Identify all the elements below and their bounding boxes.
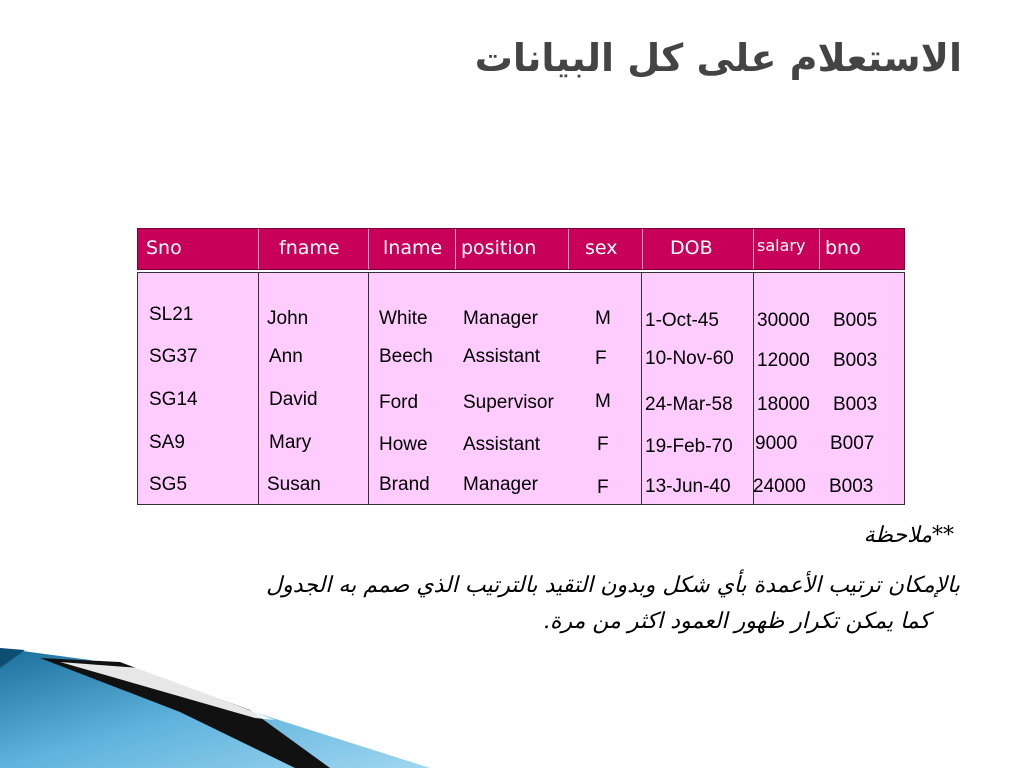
slide-title: الاستعلام على كل البيانات [474, 36, 962, 80]
note-text [60, 568, 960, 640]
cell-fname: Mary [269, 432, 312, 453]
cell-sno: SL21 [149, 304, 194, 325]
cell-bno: B007 [830, 433, 875, 454]
header-position: position [456, 229, 569, 269]
cell-lname: Ford [379, 392, 419, 413]
cell-position: Supervisor [463, 392, 554, 413]
cell-lname: Brand [379, 474, 430, 495]
cell-lname: Beech [379, 346, 433, 367]
cell-dob: 10-Nov-60 [645, 348, 734, 369]
cell-fname: David [269, 389, 318, 410]
cell-dob: 24-Mar-58 [645, 394, 733, 415]
column-divider [258, 273, 259, 504]
cell-lname: Howe [379, 434, 428, 455]
cell-salary: 30000 [757, 310, 810, 331]
cell-dob: 13-Jun-40 [645, 476, 731, 497]
table-header-row [137, 228, 905, 270]
staff-table-body [137, 272, 905, 505]
header-fname: fname [259, 229, 369, 269]
cell-sex: M [595, 391, 611, 412]
cell-salary: 9000 [755, 433, 798, 454]
cell-fname: Ann [269, 346, 303, 367]
cell-position: Manager [463, 308, 538, 329]
column-divider [641, 273, 642, 504]
swoosh-dark-corner [0, 648, 25, 668]
cell-sex: F [595, 348, 607, 369]
cell-bno: B005 [833, 310, 878, 331]
cell-dob: 19-Feb-70 [645, 436, 733, 457]
swoosh-white-highlight [60, 662, 275, 720]
cell-sno: SA9 [149, 432, 185, 453]
header-dob: DOB [643, 229, 754, 269]
header-sex: sex [569, 229, 643, 269]
cell-sex: F [597, 477, 609, 498]
cell-lname: White [379, 308, 428, 329]
cell-salary: 12000 [757, 350, 810, 371]
cell-position: Manager [463, 474, 538, 495]
cell-sex: M [595, 308, 611, 329]
cell-fname: John [267, 308, 309, 329]
cell-dob: 1-Oct-45 [645, 310, 719, 331]
header-sno: Sno [138, 229, 259, 269]
cell-position: Assistant [463, 434, 541, 455]
cell-position: Assistant [463, 346, 541, 367]
swoosh-blue [0, 648, 430, 768]
header-bno: bno [825, 237, 861, 259]
cell-fname: Susan [267, 474, 321, 495]
header-salary: salary [754, 229, 820, 269]
column-divider [753, 273, 754, 504]
cell-bno: B003 [829, 476, 874, 497]
swoosh-black-band [40, 658, 330, 768]
cell-salary: 18000 [757, 394, 810, 415]
note-label: **ملاحظة [863, 523, 954, 548]
cell-sno: SG14 [149, 389, 198, 410]
cell-sex: F [597, 434, 609, 455]
cell-sno: SG37 [149, 346, 198, 367]
cell-bno: B003 [833, 350, 878, 371]
note-line-2: كما يمكن تكرار ظهور العمود اكثر من مرة. [542, 609, 930, 634]
note-line-1: بالإمكان ترتيب الأعمدة بأي شكل وبدون التقيد بالترتيب الذي صمم به الجدول [266, 573, 960, 598]
cell-bno: B003 [833, 394, 878, 415]
cell-salary: 24000 [753, 476, 806, 497]
cell-sno: SG5 [149, 474, 188, 495]
header-lname: lname [369, 229, 456, 269]
column-divider [368, 273, 369, 504]
